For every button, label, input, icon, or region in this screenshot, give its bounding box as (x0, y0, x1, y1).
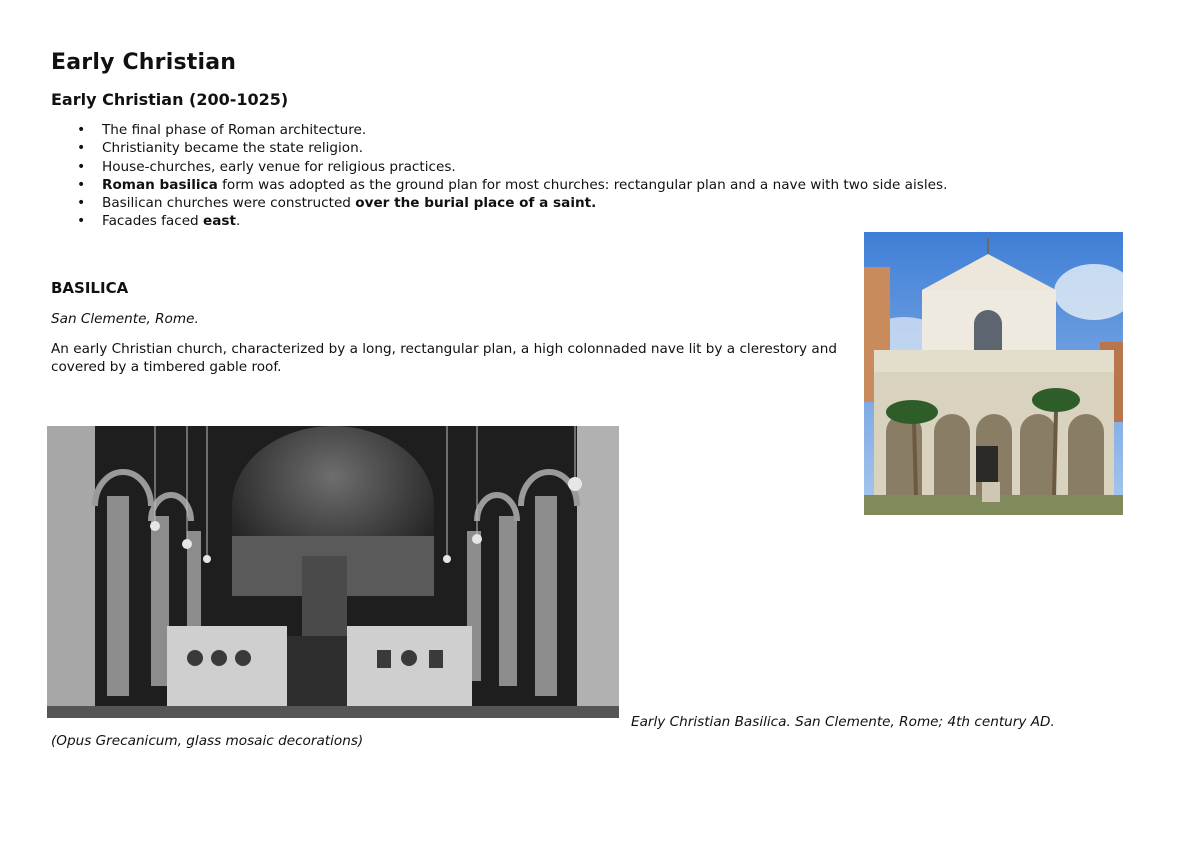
basilica-place: San Clemente, Rome. (51, 311, 199, 327)
interior-caption: (Opus Grecanicum, glass mosaic decorations) (51, 733, 364, 749)
section-subtitle: Early Christian (200-1025) (51, 90, 289, 109)
bullet-item: • Roman basilica form was adopted as the ground plan for most churches: rectangular plan and a nave with two side aisles. (77, 176, 1157, 194)
bullet-item: • The final phase of Roman architecture. (77, 121, 1157, 139)
facade-photo (864, 232, 1123, 515)
basilica-description: An early Christian church, characterized by a long, rectangular plan, a high colonnaded nave lit by a clerestory and covered by a timbered gable roof. (51, 341, 837, 375)
basilica-heading: BASILICA (51, 279, 129, 297)
bullet-item: • House-churches, early venue for religious practices. (77, 158, 1157, 176)
bullet-item: • Facades faced east. (77, 212, 1157, 230)
facade-caption: Early Christian Basilica. San Clemente, Rome; 4th century AD. (631, 714, 1055, 730)
bullet-list (77, 121, 1157, 231)
page-title: Early Christian (51, 50, 237, 75)
interior-photo (47, 426, 619, 718)
bullet-item: • Christianity became the state religion. (77, 139, 1157, 157)
bullet-item: • Basilican churches were constructed over the burial place of a saint. (77, 194, 1157, 212)
